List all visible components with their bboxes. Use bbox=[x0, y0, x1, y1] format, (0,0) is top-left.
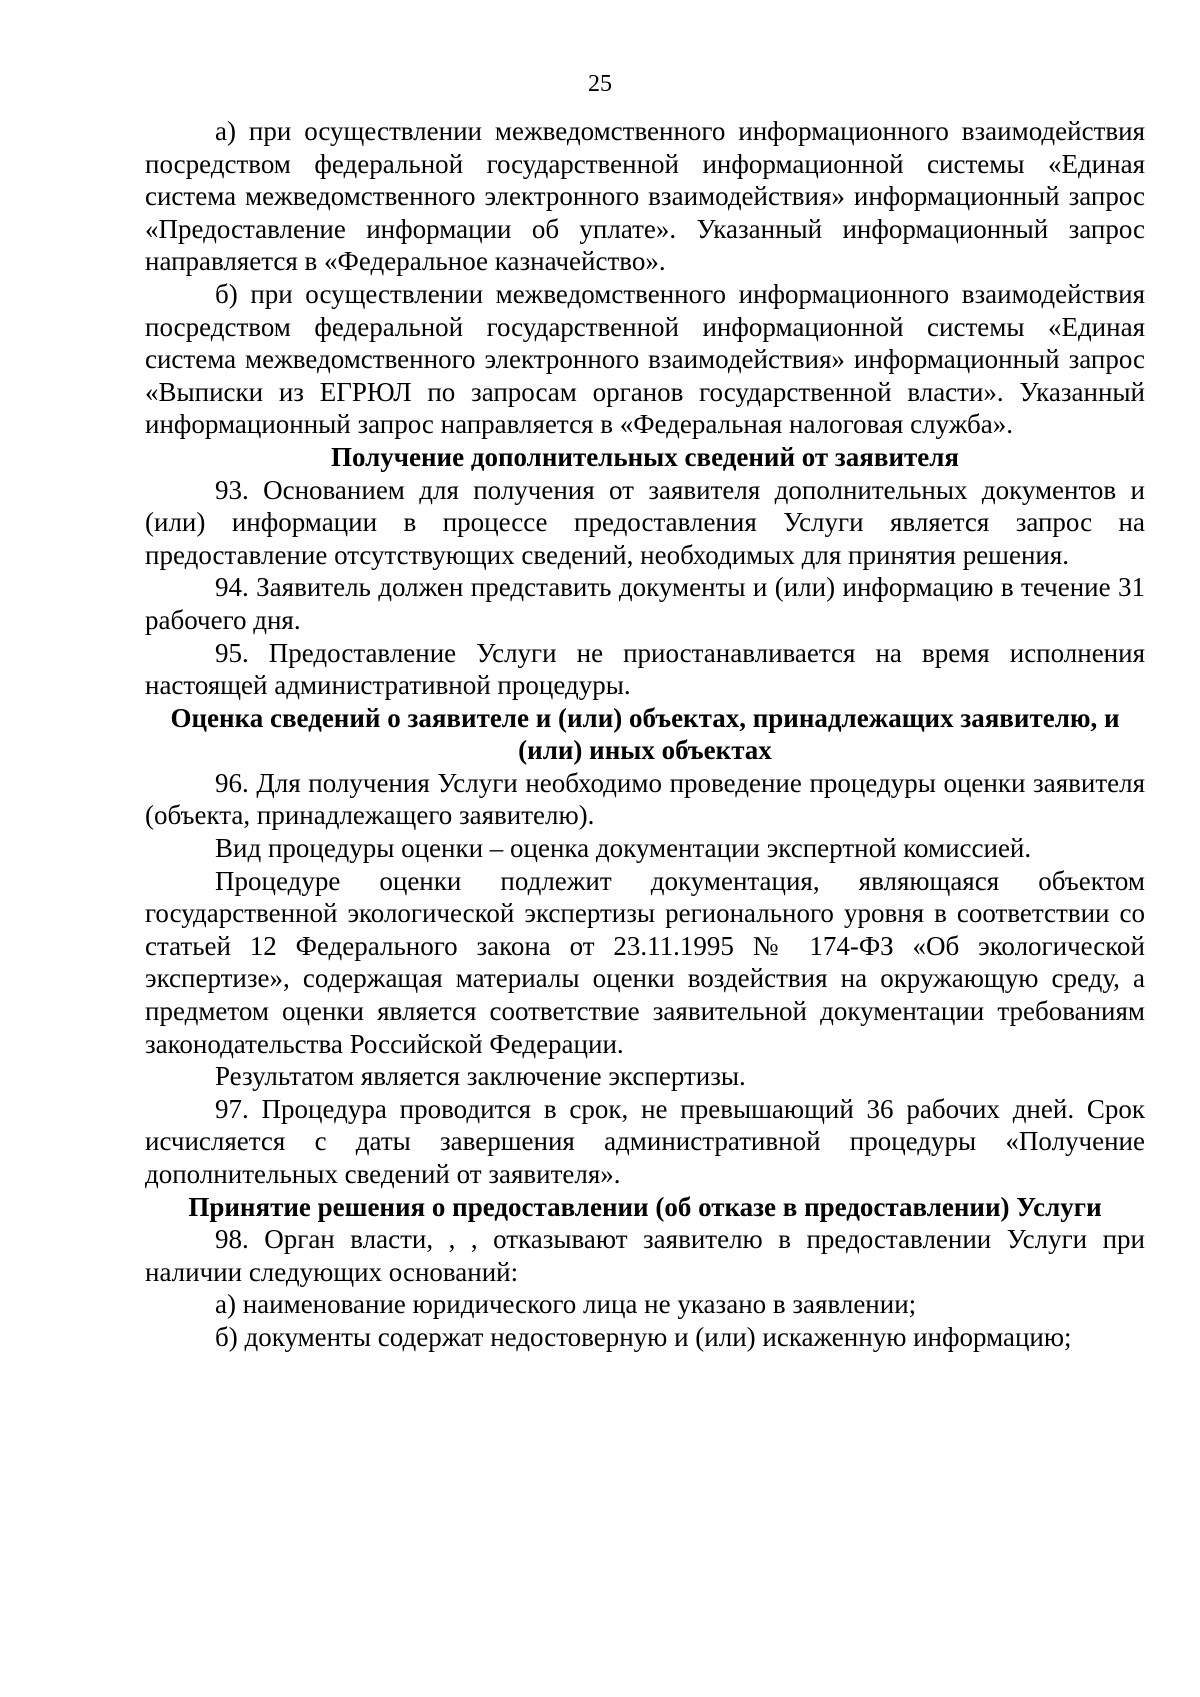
section-heading-applicant-assessment: Оценка сведений о заявителе и (или) объектах, принадлежащих заявителю, и (или) иных объектах bbox=[170, 702, 1120, 766]
paragraph-96: 96. Для получения Услуги необходимо проведение процедуры оценки заявителя (объекта, принадлежащего заявителю). bbox=[145, 767, 1145, 831]
page-number: 25 bbox=[588, 71, 612, 97]
paragraph-96-type: Вид процедуры оценки – оценка документации экспертной комиссией. bbox=[215, 833, 1032, 864]
paragraph-98-a: а) наименование юридического лица не указано в заявлении; bbox=[215, 1289, 917, 1320]
paragraph-94: 94. Заявитель должен представить документы и (или) информацию в течение 31 рабочего дня. bbox=[145, 572, 1145, 635]
paragraph-97: 97. Процедура проводится в срок, не превышающий 36 рабочих дней. Срок исчисляется с даты завершения административной процедуры «Получение дополнительных сведений от заявителя». bbox=[145, 1093, 1145, 1189]
document-body bbox=[145, 115, 1145, 1354]
section-heading-decision: Принятие решения о предоставлении (об отказе в предоставлении) Услуги bbox=[188, 1191, 1102, 1222]
paragraph-96-subject: Процедуре оценки подлежит документация, являющаяся объектом государственной экологической экспертизы регионального уровня в соответствии со статьей 12 Федерального закона от 23.11.1995 № 174-ФЗ «Об экологической экспертизе», содержащая материалы оценки воздействия на окружающую среду, а предметом оценки является соответствие заявительной документации требованиям законодательства Российской Федерации. bbox=[145, 865, 1145, 1059]
section-heading-additional-info: Получение дополнительных сведений от заявителя bbox=[330, 441, 960, 472]
paragraph-96-result: Результатом является заключение экспертизы. bbox=[215, 1061, 746, 1092]
paragraph-93: 93. Основанием для получения от заявителя дополнительных документов и (или) информации в процессе предоставления Услуги является запрос на предоставление отсутствующих сведений, необходимых для принятия решения. bbox=[145, 474, 1145, 570]
paragraph-98: 98. Орган власти, , , отказывают заявителю в предоставлении Услуги при наличии следующих оснований: bbox=[145, 1224, 1145, 1287]
paragraph-95: 95. Предоставление Услуги не приостанавливается на время исполнения настоящей административной процедуры. bbox=[145, 637, 1145, 701]
paragraph-98-b: б) документы содержат недостоверную и (или) искаженную информацию; bbox=[215, 1321, 1072, 1352]
paragraph-interagency-request-tax: б) при осуществлении межведомственного информационного взаимодействия посредством федеральной государственной информационной системы «Единая система межведомственного электронного взаимодействия» информационный запрос «Выписки из ЕГРЮЛ по запросам органов государственной власти». Указанный информационный запрос направляется в «Федеральная налоговая служба». bbox=[145, 278, 1145, 440]
paragraph-interagency-request-treasury: а) при осуществлении межведомственного информационного взаимодействия посредством федеральной государственной информационной системы «Единая система межведомственного электронного взаимодействия» информационный запрос «Предоставление информации об уплате». Указанный информационный запрос направляется в «Федеральное казначейство». bbox=[145, 116, 1145, 277]
